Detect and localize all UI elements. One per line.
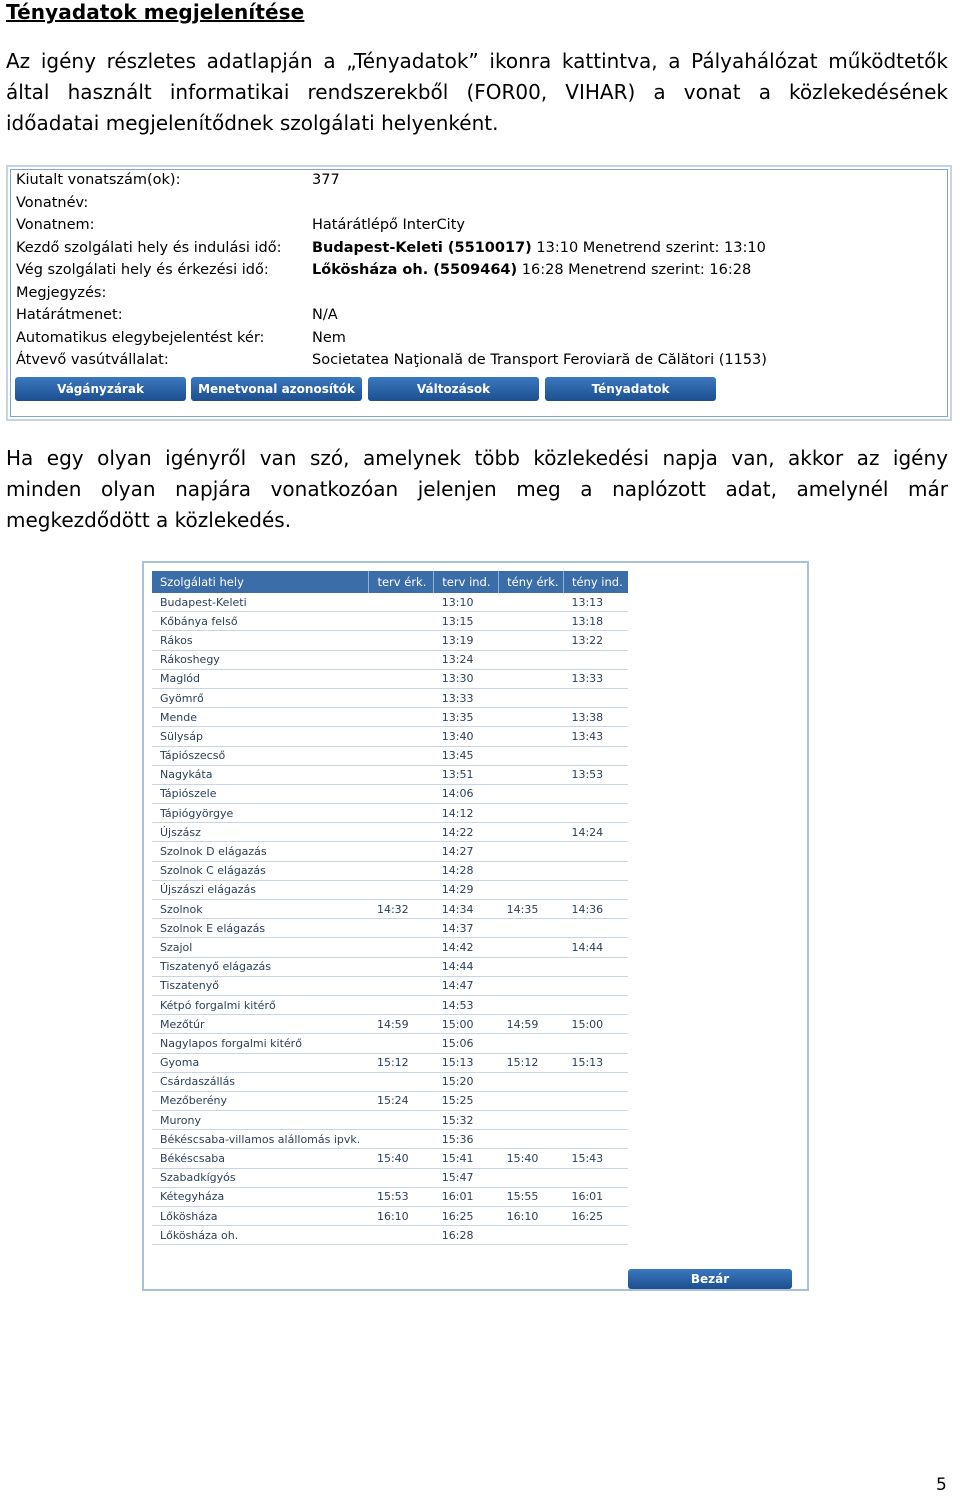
column-header-planned-departure[interactable]: terv ind. [434, 571, 499, 593]
cell-actual-arrival [499, 1034, 564, 1053]
table-row [152, 593, 628, 612]
column-header-planned-arrival[interactable]: terv érk. [369, 571, 434, 593]
cell-planned-departure: 14:53 [434, 995, 499, 1014]
table-row [152, 1111, 628, 1130]
cell-actual-arrival [499, 631, 564, 650]
cell-planned-arrival [369, 1072, 434, 1091]
cell-planned-departure: 16:28 [434, 1226, 499, 1245]
cell-station: Szolnok E elágazás [152, 919, 369, 938]
column-header-actual-arrival[interactable]: tény érk. [499, 571, 564, 593]
table-row [152, 1149, 628, 1168]
cell-station: Tápiószele [152, 784, 369, 803]
cell-actual-departure [563, 842, 628, 861]
close-button[interactable]: Bezár [628, 1269, 792, 1289]
cell-station: Murony [152, 1111, 369, 1130]
table-row [152, 1015, 628, 1034]
cell-actual-departure: 13:38 [563, 708, 628, 727]
schedule-table [152, 571, 628, 1245]
detail-value [312, 262, 751, 278]
cell-planned-arrival [369, 650, 434, 669]
cell-actual-departure: 15:43 [563, 1149, 628, 1168]
cell-planned-departure: 13:45 [434, 746, 499, 765]
cell-station: Újszászi elágazás [152, 880, 369, 899]
table-row [152, 669, 628, 688]
cell-planned-departure: 13:33 [434, 688, 499, 707]
cell-station: Tiszatenyő elágazás [152, 957, 369, 976]
cell-actual-departure: 14:24 [563, 823, 628, 842]
cell-actual-departure: 14:36 [563, 900, 628, 919]
detail-label: Megjegyzés: [16, 284, 107, 301]
detail-label: Vonatnem: [16, 217, 95, 233]
intro-line-2: által használt informatikai rendszerekből (FOR00, VIHAR) a vonat a közlekedésének [6, 80, 948, 104]
cell-planned-arrival: 16:10 [369, 1207, 434, 1226]
actual-data-screenshot [142, 561, 809, 1291]
cell-planned-arrival: 15:24 [369, 1091, 434, 1110]
cell-station: Gyömrő [152, 688, 369, 707]
cell-actual-arrival [499, 995, 564, 1014]
cell-actual-arrival: 14:59 [499, 1015, 564, 1034]
cell-actual-departure [563, 957, 628, 976]
detail-value: Határátlépő InterCity [312, 217, 465, 233]
cell-actual-departure [563, 650, 628, 669]
cell-planned-arrival: 14:59 [369, 1015, 434, 1034]
cell-planned-arrival [369, 1111, 434, 1130]
cell-actual-arrival [499, 708, 564, 727]
cell-planned-departure: 14:28 [434, 861, 499, 880]
cell-planned-arrival [369, 669, 434, 688]
detail-label: Vonatnév: [16, 194, 89, 211]
cell-planned-arrival [369, 688, 434, 707]
cell-planned-arrival: 15:40 [369, 1149, 434, 1168]
table-row [152, 1207, 628, 1226]
cell-actual-departure: 16:25 [563, 1207, 628, 1226]
cell-planned-arrival [369, 1168, 434, 1187]
cell-actual-arrival [499, 938, 564, 957]
cell-station: Mezőberény [152, 1091, 369, 1110]
cell-actual-arrival [499, 861, 564, 880]
intro-line-1: Az igény részletes adatlapján a „Tényadatok” ikonra kattintva, a Pályahálózat működtetők [6, 49, 948, 73]
cell-planned-arrival [369, 842, 434, 861]
cell-planned-departure: 16:01 [434, 1187, 499, 1206]
cell-planned-arrival [369, 784, 434, 803]
detail-value-time: 13:10 Menetrend szerint: 13:10 [531, 239, 766, 256]
cell-planned-departure: 15:20 [434, 1072, 499, 1091]
cell-actual-arrival: 14:35 [499, 900, 564, 919]
cell-actual-departure [563, 1072, 628, 1091]
table-row [152, 1168, 628, 1187]
cell-station: Csárdaszállás [152, 1072, 369, 1091]
cell-station: Szolnok D elágazás [152, 842, 369, 861]
cell-planned-departure: 13:10 [434, 593, 499, 612]
table-row [152, 957, 628, 976]
detail-label: Vég szolgálati hely és érkezési idő: [16, 262, 269, 278]
table-row [152, 804, 628, 823]
cell-planned-departure: 14:29 [434, 880, 499, 899]
cell-planned-arrival [369, 1226, 434, 1245]
cell-planned-departure: 14:42 [434, 938, 499, 957]
multi-day-line-1: Ha egy olyan igényről van szó, amelynek több közlekedési napja van, akkor az igény [6, 446, 948, 470]
cell-planned-departure: 16:25 [434, 1207, 499, 1226]
cell-actual-arrival [499, 919, 564, 938]
cell-actual-arrival [499, 1111, 564, 1130]
cell-station: Budapest-Keleti [152, 593, 369, 612]
cell-actual-departure: 13:53 [563, 765, 628, 784]
cell-planned-departure: 15:32 [434, 1111, 499, 1130]
track-closures-button[interactable]: Vágányzárak [15, 377, 186, 401]
cell-actual-departure: 13:13 [563, 593, 628, 612]
cell-actual-departure: 13:22 [563, 631, 628, 650]
table-row [152, 938, 628, 957]
cell-actual-arrival: 15:55 [499, 1187, 564, 1206]
cell-actual-departure: 13:33 [563, 669, 628, 688]
cell-actual-arrival [499, 1130, 564, 1149]
cell-planned-departure: 13:35 [434, 708, 499, 727]
page-heading: Tényadatok megjelenítése [6, 0, 305, 24]
detail-label: Kiutalt vonatszám(ok): [16, 172, 181, 188]
schedule-header-row [152, 571, 628, 593]
cell-actual-arrival [499, 784, 564, 803]
cell-actual-departure [563, 746, 628, 765]
cell-planned-departure: 15:47 [434, 1168, 499, 1187]
cell-planned-arrival [369, 746, 434, 765]
cell-planned-departure: 14:12 [434, 804, 499, 823]
cell-actual-departure [563, 919, 628, 938]
cell-station: Nagykáta [152, 765, 369, 784]
cell-actual-departure [563, 861, 628, 880]
cell-station: Kétegyháza [152, 1187, 369, 1206]
actual-data-button[interactable]: Tényadatok [545, 377, 716, 401]
cell-actual-departure: 15:13 [563, 1053, 628, 1072]
cell-station: Rákoshegy [152, 650, 369, 669]
cell-station: Nagylapos forgalmi kitérő [152, 1034, 369, 1053]
cell-actual-arrival [499, 688, 564, 707]
cell-planned-departure: 14:22 [434, 823, 499, 842]
cell-actual-arrival: 15:40 [499, 1149, 564, 1168]
table-row [152, 1130, 628, 1149]
cell-station: Kétpó forgalmi kitérő [152, 995, 369, 1014]
cell-planned-arrival [369, 880, 434, 899]
cell-planned-departure: 13:30 [434, 669, 499, 688]
cell-planned-departure: 14:34 [434, 900, 499, 919]
cell-actual-arrival [499, 669, 564, 688]
cell-actual-arrival [499, 957, 564, 976]
cell-actual-departure [563, 688, 628, 707]
table-row [152, 1072, 628, 1091]
cell-station: Tiszatenyő [152, 976, 369, 995]
detail-value [312, 240, 766, 256]
detail-value: 377 [312, 172, 340, 188]
cell-actual-arrival: 15:12 [499, 1053, 564, 1072]
cell-planned-departure: 13:19 [434, 631, 499, 650]
cell-station: Kőbánya felső [152, 612, 369, 631]
cell-station: Lőkösháza [152, 1207, 369, 1226]
cell-actual-departure [563, 1168, 628, 1187]
cell-actual-arrival [499, 612, 564, 631]
table-row [152, 900, 628, 919]
cell-actual-departure [563, 1034, 628, 1053]
multi-day-paragraph [6, 443, 948, 536]
cell-planned-arrival [369, 708, 434, 727]
table-row [152, 727, 628, 746]
cell-station: Lőkösháza oh. [152, 1226, 369, 1245]
cell-planned-departure: 14:06 [434, 784, 499, 803]
multi-day-line-2: minden olyan napjára vonatkozóan jelenjen meg a naplózott adat, amelynél már [6, 477, 948, 501]
table-row [152, 650, 628, 669]
changes-button[interactable]: Változások [368, 377, 539, 401]
cell-actual-arrival [499, 1091, 564, 1110]
table-row [152, 976, 628, 995]
cell-planned-arrival [369, 804, 434, 823]
table-row [152, 688, 628, 707]
cell-planned-arrival [369, 976, 434, 995]
table-row [152, 842, 628, 861]
table-row [152, 612, 628, 631]
cell-planned-arrival: 15:12 [369, 1053, 434, 1072]
table-row [152, 1187, 628, 1206]
cell-actual-departure [563, 1130, 628, 1149]
cell-planned-arrival [369, 861, 434, 880]
cell-planned-arrival [369, 938, 434, 957]
cell-station: Szabadkígyós [152, 1168, 369, 1187]
cell-actual-arrival [499, 593, 564, 612]
cell-planned-arrival [369, 1034, 434, 1053]
cell-station: Békéscsaba [152, 1149, 369, 1168]
multi-day-line-3: megkezdődött a közlekedés. [6, 508, 292, 532]
detail-value: Nem [312, 329, 346, 346]
cell-planned-arrival [369, 765, 434, 784]
cell-planned-departure: 15:00 [434, 1015, 499, 1034]
cell-station: Maglód [152, 669, 369, 688]
cell-station: Újszász [152, 823, 369, 842]
cell-planned-arrival [369, 593, 434, 612]
cell-actual-arrival [499, 880, 564, 899]
table-row [152, 784, 628, 803]
detail-value-time: 16:28 Menetrend szerint: 16:28 [517, 262, 752, 278]
intro-paragraph [6, 46, 948, 139]
cell-planned-departure: 15:13 [434, 1053, 499, 1072]
cell-station: Mezőtúr [152, 1015, 369, 1034]
detail-label: Kezdő szolgálati hely és indulási idő: [16, 239, 282, 256]
cell-actual-arrival [499, 1072, 564, 1091]
cell-planned-departure: 15:41 [434, 1149, 499, 1168]
cell-planned-departure: 13:15 [434, 612, 499, 631]
cell-actual-departure: 16:01 [563, 1187, 628, 1206]
cell-planned-departure: 14:37 [434, 919, 499, 938]
cell-planned-departure: 15:36 [434, 1130, 499, 1149]
cell-actual-departure [563, 1091, 628, 1110]
table-row [152, 631, 628, 650]
cell-station: Szolnok [152, 900, 369, 919]
table-row [152, 823, 628, 842]
cell-planned-arrival [369, 727, 434, 746]
cell-planned-departure: 13:40 [434, 727, 499, 746]
cell-station: Tápiógyörgye [152, 804, 369, 823]
column-header-station[interactable]: Szolgálati hely [152, 571, 369, 593]
cell-actual-departure [563, 880, 628, 899]
cell-actual-arrival: 16:10 [499, 1207, 564, 1226]
cell-actual-arrival [499, 650, 564, 669]
detail-value: Societatea Naţională de Transport Feroviară de Călători (1153) [312, 352, 767, 368]
cell-station: Szajol [152, 938, 369, 957]
cell-planned-arrival [369, 612, 434, 631]
table-row [152, 1226, 628, 1245]
cell-actual-departure [563, 976, 628, 995]
cell-station: Békéscsaba-villamos alállomás ipvk. [152, 1130, 369, 1149]
cell-station: Rákos [152, 631, 369, 650]
cell-actual-arrival [499, 1226, 564, 1245]
cell-planned-departure: 14:44 [434, 957, 499, 976]
detail-value: N/A [312, 307, 338, 323]
cell-planned-arrival [369, 995, 434, 1014]
cell-actual-departure [563, 995, 628, 1014]
path-ids-button[interactable]: Menetvonal azonosítók [191, 377, 362, 401]
cell-planned-departure: 15:06 [434, 1034, 499, 1053]
cell-actual-arrival [499, 823, 564, 842]
cell-planned-arrival: 14:32 [369, 900, 434, 919]
table-row [152, 1053, 628, 1072]
table-row [152, 708, 628, 727]
table-row [152, 1091, 628, 1110]
cell-planned-departure: 15:25 [434, 1091, 499, 1110]
cell-actual-departure: 15:00 [563, 1015, 628, 1034]
intro-line-3: időadatai megjelenítődnek szolgálati helyenként. [6, 111, 499, 135]
detail-label: Automatikus elegybejelentést kér: [16, 329, 265, 346]
cell-planned-departure: 13:51 [434, 765, 499, 784]
table-row [152, 861, 628, 880]
cell-planned-arrival [369, 957, 434, 976]
cell-actual-departure [563, 804, 628, 823]
cell-station: Szolnok C elágazás [152, 861, 369, 880]
cell-planned-arrival: 15:53 [369, 1187, 434, 1206]
cell-actual-arrival [499, 804, 564, 823]
detail-value-station: Budapest-Keleti (5510017) [312, 239, 532, 256]
cell-planned-departure: 13:24 [434, 650, 499, 669]
table-row [152, 765, 628, 784]
cell-station: Tápiószecső [152, 746, 369, 765]
cell-planned-departure: 14:47 [434, 976, 499, 995]
cell-planned-arrival [369, 919, 434, 938]
cell-actual-arrival [499, 842, 564, 861]
schedule-body [152, 593, 628, 1245]
detail-label: Átvevő vasútvállalat: [16, 352, 169, 368]
table-row [152, 919, 628, 938]
cell-actual-departure: 13:43 [563, 727, 628, 746]
column-header-actual-departure[interactable]: tény ind. [563, 571, 628, 593]
cell-actual-departure [563, 1226, 628, 1245]
page-number: 5 [936, 1475, 947, 1495]
cell-planned-departure: 14:27 [434, 842, 499, 861]
detail-panel-inner [10, 169, 948, 417]
table-row [152, 995, 628, 1014]
cell-actual-arrival [499, 1168, 564, 1187]
cell-station: Sülysáp [152, 727, 369, 746]
cell-actual-departure [563, 1111, 628, 1130]
cell-station: Mende [152, 708, 369, 727]
cell-actual-arrival [499, 765, 564, 784]
cell-actual-departure: 14:44 [563, 938, 628, 957]
cell-planned-arrival [369, 823, 434, 842]
table-row [152, 1034, 628, 1053]
request-detail-screenshot [6, 165, 952, 421]
cell-planned-arrival [369, 631, 434, 650]
cell-actual-departure: 13:18 [563, 612, 628, 631]
detail-value-station: Lőkösháza oh. (5509464) [312, 262, 518, 278]
cell-actual-arrival [499, 976, 564, 995]
table-row [152, 746, 628, 765]
table-row [152, 880, 628, 899]
cell-actual-departure [563, 784, 628, 803]
cell-actual-arrival [499, 746, 564, 765]
cell-planned-arrival [369, 1130, 434, 1149]
cell-station: Gyoma [152, 1053, 369, 1072]
detail-label: Határátmenet: [16, 307, 123, 323]
cell-actual-arrival [499, 727, 564, 746]
